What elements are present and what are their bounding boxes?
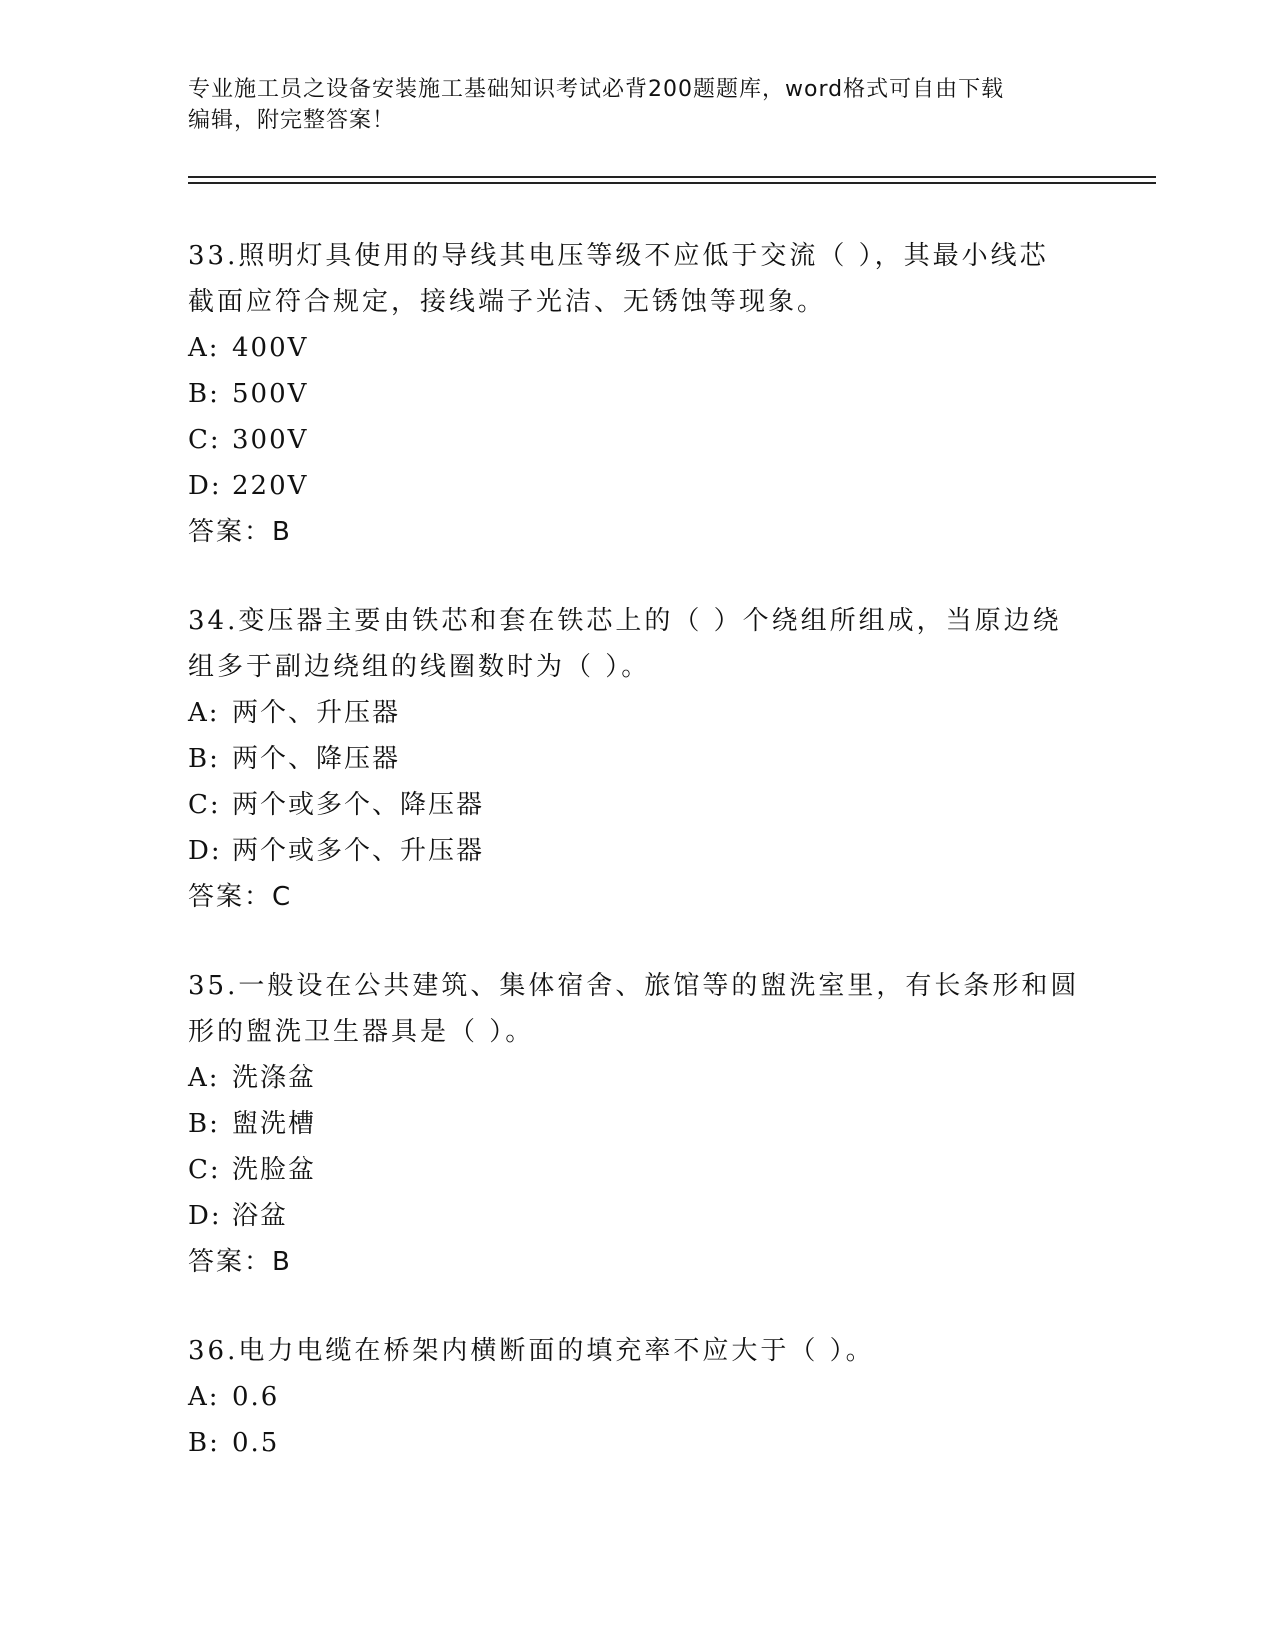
option-letter: C: [188, 790, 221, 820]
option-letter: D: [188, 836, 222, 866]
answer-line: 答案：C [188, 882, 293, 912]
header-divider-bottom [188, 182, 1156, 184]
option-d [188, 463, 1088, 509]
question-35 [188, 963, 1088, 1285]
option-b [188, 736, 1088, 782]
option-b [188, 1420, 1088, 1466]
question-36 [188, 1328, 1088, 1466]
option-text: 两个或多个、降压器 [232, 790, 485, 820]
question-stem [188, 233, 1088, 325]
option-letter: A: [188, 698, 220, 728]
option-text: 220V [232, 471, 309, 501]
option-text: 300V [232, 425, 309, 455]
option-text: 0.5 [232, 1428, 280, 1458]
option-a [188, 325, 1088, 371]
option-text: 洗脸盆 [232, 1155, 317, 1185]
document-header [188, 74, 1088, 136]
question-stem-line: 33.照明灯具使用的导线其电压等级不应低于交流（ ），其最小线芯 [188, 241, 1049, 271]
option-d [188, 828, 1088, 874]
option-text: 两个、升压器 [232, 698, 401, 728]
option-text: 0.6 [232, 1382, 280, 1412]
option-c [188, 1147, 1088, 1193]
question-stem-line: 形的盥洗卫生器具是（ ）。 [188, 1017, 535, 1047]
option-letter: B: [188, 1428, 220, 1458]
question-33 [188, 233, 1088, 555]
option-text: 洗涤盆 [232, 1063, 317, 1093]
option-letter: A: [188, 1063, 220, 1093]
option-text: 盥洗槽 [232, 1109, 317, 1139]
option-letter: A: [188, 1382, 220, 1412]
option-letter: D: [188, 471, 222, 501]
header-line-2: 编辑，附完整答案！ [188, 108, 396, 133]
option-a [188, 690, 1088, 736]
option-letter: C: [188, 425, 221, 455]
question-stem-line: 截面应符合规定，接线端子光洁、无锈蚀等现象。 [188, 287, 827, 317]
question-stem [188, 963, 1088, 1055]
option-a [188, 1374, 1088, 1420]
header-divider-top [188, 176, 1156, 178]
option-text: 500V [232, 379, 309, 409]
option-text: 两个或多个、升压器 [232, 836, 485, 866]
option-text: 浴盆 [232, 1201, 289, 1231]
option-b [188, 371, 1088, 417]
option-d [188, 1193, 1088, 1239]
question-stem-line: 34.变压器主要由铁芯和套在铁芯上的（ ）个绕组所组成，当原边绕 [188, 606, 1062, 636]
option-c [188, 782, 1088, 828]
question-stem [188, 598, 1088, 690]
option-letter: D: [188, 1201, 222, 1231]
header-line-1: 专业施工员之设备安装施工基础知识考试必背200题题库，word格式可自由下载 [188, 77, 1005, 102]
option-letter: C: [188, 1155, 221, 1185]
option-text: 400V [232, 333, 309, 363]
option-a [188, 1055, 1088, 1101]
question-34 [188, 598, 1088, 920]
question-stem-line: 35.一般设在公共建筑、集体宿舍、旅馆等的盥洗室里，有长条形和圆 [188, 971, 1080, 1001]
option-c [188, 417, 1088, 463]
option-letter: B: [188, 1109, 220, 1139]
option-letter: A: [188, 333, 220, 363]
option-letter: B: [188, 379, 220, 409]
question-stem-line: 36.电力电缆在桥架内横断面的填充率不应大于（ ）。 [188, 1336, 875, 1366]
question-stem-line: 组多于副边绕组的线圈数时为（ ）。 [188, 652, 651, 682]
answer-line: 答案：B [188, 517, 292, 547]
option-b [188, 1101, 1088, 1147]
question-stem [188, 1328, 1088, 1374]
answer-line: 答案：B [188, 1247, 292, 1277]
option-letter: B: [188, 744, 220, 774]
option-text: 两个、降压器 [232, 744, 401, 774]
